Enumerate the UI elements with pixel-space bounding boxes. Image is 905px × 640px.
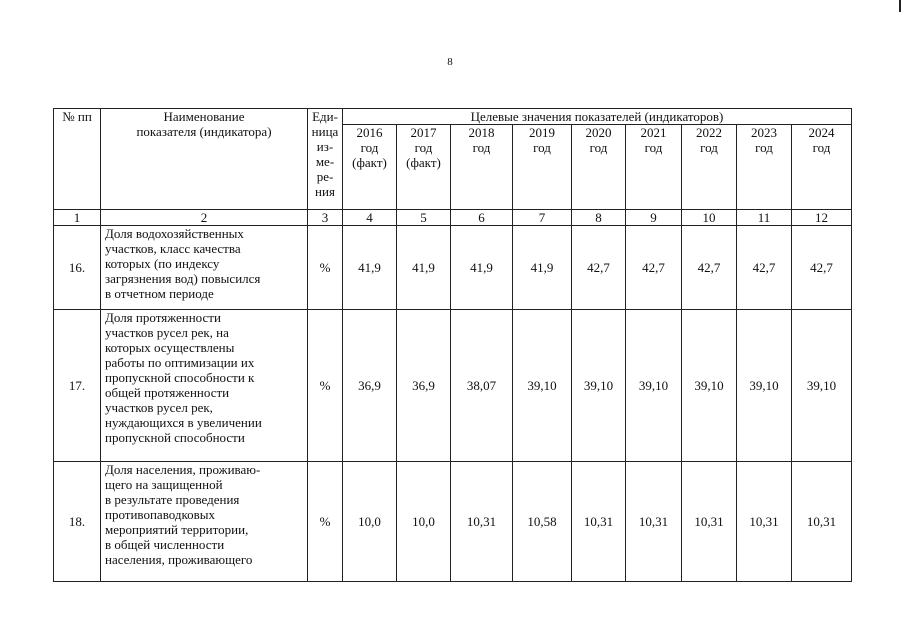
value-cell: 10,31	[792, 462, 852, 582]
value-cell: 42,7	[626, 226, 682, 310]
page-number: 8	[447, 56, 453, 68]
year-header: 2019 год	[513, 125, 572, 210]
value-cell: 42,7	[682, 226, 737, 310]
indicator-name: Доля протяженности участков русел рек, на которых осуществлены работы по оптимизации их пропускной способности к общей протяженности участков русел рек, нуждающихся в увеличении пропускной способности	[101, 310, 308, 462]
value-cell: 39,10	[737, 310, 792, 462]
value-cell: 42,7	[572, 226, 626, 310]
value-cell: 41,9	[397, 226, 451, 310]
column-number: 6	[451, 210, 513, 226]
header-unit: Еди- ница из- ме- ре- ния	[308, 109, 343, 210]
header-row	[54, 109, 852, 125]
header-pp: № пп	[54, 109, 101, 210]
column-number: 2	[101, 210, 308, 226]
year-header: 2021 год	[626, 125, 682, 210]
edge-mark	[899, 0, 901, 12]
column-number: 4	[343, 210, 397, 226]
value-cell: 10,31	[682, 462, 737, 582]
row-number: 17.	[54, 310, 101, 462]
year-header: 2023 год	[737, 125, 792, 210]
indicators-table	[53, 108, 852, 582]
value-cell: 10,58	[513, 462, 572, 582]
column-number: 5	[397, 210, 451, 226]
row-number: 16.	[54, 226, 101, 310]
value-cell: 10,0	[397, 462, 451, 582]
column-number: 10	[682, 210, 737, 226]
row-number: 18.	[54, 462, 101, 582]
column-number: 9	[626, 210, 682, 226]
table-row	[54, 226, 852, 310]
value-cell: 39,10	[626, 310, 682, 462]
value-cell: 10,31	[626, 462, 682, 582]
header-name: Наименование показателя (индикатора)	[101, 109, 308, 210]
year-header: 2022 год	[682, 125, 737, 210]
value-cell: 41,9	[343, 226, 397, 310]
value-cell: 36,9	[397, 310, 451, 462]
unit-cell: %	[308, 310, 343, 462]
year-header: 2024 год	[792, 125, 852, 210]
unit-cell: %	[308, 462, 343, 582]
indicator-name: Доля населения, проживаю- щего на защищенной в результате проведения противопаводковых мероприятий территории, в общей численности населения, проживающего	[101, 462, 308, 582]
value-cell: 42,7	[737, 226, 792, 310]
value-cell: 38,07	[451, 310, 513, 462]
value-cell: 10,31	[737, 462, 792, 582]
header-targets: Целевые значения показателей (индикаторов)	[343, 109, 852, 125]
table-row	[54, 462, 852, 582]
value-cell: 42,7	[792, 226, 852, 310]
year-header: 2017 год (факт)	[397, 125, 451, 210]
column-number: 3	[308, 210, 343, 226]
year-header: 2020 год	[572, 125, 626, 210]
value-cell: 39,10	[513, 310, 572, 462]
value-cell: 39,10	[572, 310, 626, 462]
column-number: 12	[792, 210, 852, 226]
unit-cell: %	[308, 226, 343, 310]
column-numbers-row	[54, 210, 852, 226]
column-number: 8	[572, 210, 626, 226]
column-number: 7	[513, 210, 572, 226]
year-header: 2018 год	[451, 125, 513, 210]
column-number: 11	[737, 210, 792, 226]
value-cell: 39,10	[682, 310, 737, 462]
value-cell: 10,31	[572, 462, 626, 582]
value-cell: 36,9	[343, 310, 397, 462]
value-cell: 10,0	[343, 462, 397, 582]
year-header: 2016 год (факт)	[343, 125, 397, 210]
value-cell: 10,31	[451, 462, 513, 582]
table-row	[54, 310, 852, 462]
value-cell: 39,10	[792, 310, 852, 462]
value-cell: 41,9	[451, 226, 513, 310]
column-number: 1	[54, 210, 101, 226]
value-cell: 41,9	[513, 226, 572, 310]
indicator-name: Доля водохозяйственных участков, класс качества которых (по индексу загрязнения вод) повысился в отчетном периоде	[101, 226, 308, 310]
